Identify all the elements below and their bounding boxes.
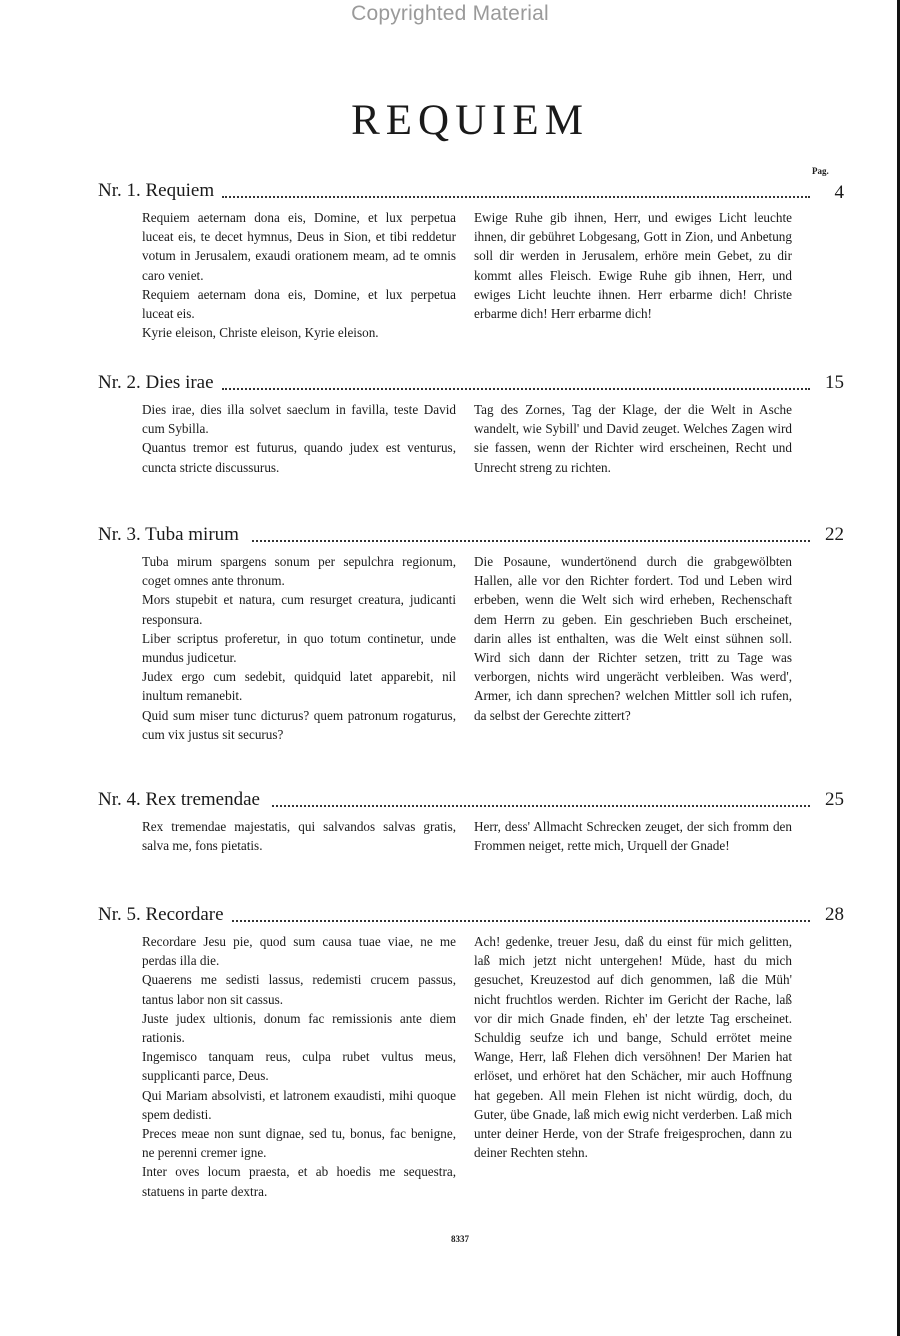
german-text	[474, 932, 792, 1162]
leader-dots	[232, 920, 810, 922]
latin-paragraph: Quaerens me sedisti lassus, redemisti crucem passus, tantus labor non sit cassus.	[142, 972, 456, 1007]
latin-text	[142, 208, 456, 342]
plate-number: 8337	[451, 1234, 469, 1244]
latin-paragraph: Requiem aeternam dona eis, Domine, et lux perpetua luceat eis.	[142, 286, 456, 322]
section-title: Nr. 4. Rex tremendae	[98, 787, 262, 813]
german-text	[474, 817, 792, 855]
latin-paragraph: Rex tremendae majestatis, qui salvandos salvas gratis, salva me, fons pietatis.	[142, 819, 456, 854]
latin-paragraph: Juste judex ultionis, donum fac remissionis ante diem rationis.	[142, 1010, 456, 1046]
section-title: Nr. 2. Dies irae	[98, 370, 216, 396]
watermark: Copyrighted Material	[351, 2, 549, 25]
section-heading	[92, 370, 844, 396]
latin-paragraph: Preces meae non sunt dignae, sed tu, bonus, fac benigne, ne perenni cremer igne.	[142, 1126, 456, 1161]
section-requiem	[92, 178, 844, 341]
latin-paragraph: Mors stupebit et natura, cum resurget creatura, judicanti responsura.	[142, 592, 456, 627]
section-heading	[92, 178, 844, 204]
section-dies-irae	[92, 370, 844, 475]
page-column-label: Pag.	[812, 166, 829, 176]
german-paragraph: Ewige Ruhe gib ihnen, Herr, und ewiges Licht leuchte ihnen, dir gebühret Lobgesang, Gott in Zion, und Anbetung soll dir werden in Jerusalem, erhöre mein Gebet, zu dir kommt alles Fleisch. Ewige Ruhe gib ihnen, Herr, und ewiges Licht leuchte ihnen. Herr erbarme dich! Christe erbarme dich! Herr erbarme dich!	[474, 210, 792, 322]
german-paragraph: Ach! gedenke, treuer Jesu, daß du einst für mich gelitten, laß mich jetzt nicht untergehen! Müde, hast du mich gesuchet, Kreuzestod auf dich genommen, laß die Müh' nicht fruchtlos werden. Richter im Gericht der Rache, laß vor dir mich Gnade finden, eh' der letzte Tag erscheinet. Schuldig seufze ich und bange, Schuld errötet meine Wange, Herr, laß Flehen dich versöhnen! Der Marien hat erlöset, und erhöret hat den Schächer, mir auch Hoffnung hat gegeben. All mein Flehen ist nicht würdig, doch, du Guter, übe Gnade, laß mich ewig nicht verderben. Laß mich unter deiner Herde, von der Strafe freigesprochen, dann zu deiner Rechten stehn.	[474, 934, 792, 1161]
section-title: Nr. 3. Tuba mirum	[98, 522, 241, 548]
section-recordare	[92, 902, 844, 1199]
section-page-number: 22	[825, 524, 844, 545]
latin-paragraph: Quid sum miser tunc dicturus? quem patronum rogaturus, cum vix justus sit securus?	[142, 707, 456, 742]
latin-paragraph: Quantus tremor est futurus, quando judex est venturus, cuncta stricte discussurus.	[142, 440, 456, 475]
german-text	[474, 400, 792, 477]
section-title: Nr. 1. Requiem	[98, 178, 216, 204]
latin-paragraph: Recordare Jesu pie, quod sum causa tuae viae, ne me perdas illa die.	[142, 934, 456, 969]
latin-paragraph: Liber scriptus proferetur, in quo totum continetur, unde mundus judicetur.	[142, 630, 456, 666]
section-heading	[92, 522, 844, 548]
section-page-number: 28	[825, 904, 844, 925]
section-heading	[92, 787, 844, 813]
latin-paragraph: Qui Mariam absolvisti, et latronem exaudisti, mihi quoque spem dedisti.	[142, 1087, 456, 1122]
latin-paragraph: Tuba mirum spargens sonum per sepulchra regionum, coget omnes ante thronum.	[142, 554, 456, 589]
german-text	[474, 208, 792, 323]
section-title: Nr. 5. Recordare	[98, 902, 226, 928]
leader-dots	[272, 805, 810, 807]
section-page-number: 4	[834, 182, 844, 203]
german-paragraph: Herr, dess' Allmacht Schrecken zeuget, der sich fromm den Frommen neiget, rette mich, Urquell der Gnade!	[474, 819, 792, 854]
leader-dots	[222, 196, 810, 198]
section-page-number: 15	[825, 372, 844, 393]
latin-text	[142, 552, 456, 744]
leader-dots	[222, 388, 810, 390]
section-page-number: 25	[825, 789, 844, 810]
latin-paragraph: Ingemisco tanquam reus, culpa rubet vultus meus, supplicanti parce, Deus.	[142, 1049, 456, 1084]
page-title: REQUIEM	[351, 97, 589, 144]
leader-dots	[252, 540, 810, 542]
section-tuba-mirum	[92, 522, 844, 742]
german-text	[474, 552, 792, 725]
latin-paragraph: Dies irae, dies illa solvet saeclum in favilla, teste David cum Sybilla.	[142, 402, 456, 437]
section-heading	[92, 902, 844, 928]
latin-paragraph: Requiem aeternam dona eis, Domine, et lux perpetua luceat eis, te decet hymnus, Deus in Sion, et tibi reddetur votum in Jerusalem, exaudi orationem meam, ad te omnis caro veniet.	[142, 210, 456, 283]
latin-paragraph: Kyrie eleison, Christe eleison, Kyrie eleison.	[142, 325, 379, 341]
latin-paragraph: Judex ergo cum sedebit, quidquid latet apparebit, nil inultum remanebit.	[142, 669, 456, 704]
latin-text	[142, 932, 456, 1201]
latin-text	[142, 400, 456, 477]
latin-paragraph: Inter oves locum praesta, et ab hoedis me sequestra, statuens in parte dextra.	[142, 1164, 456, 1199]
german-paragraph: Tag des Zornes, Tag der Klage, der die Welt in Asche wandelt, wie Sybill' und David zeuget. Welches Zagen wird sie fassen, wenn der Richter wird erscheinen, Recht und Unrecht streng zu richten.	[474, 402, 792, 475]
german-paragraph: Die Posaune, wundertönend durch die grabgewölbten Hallen, alle vor den Richter fordert. Tod und Leben wird erbeben, wenn die Welt sich wird erheben, Rechenschaft dem Herrn zu geben. Ein geschrieben Buch erscheinet, darin alles ist enthalten, was die Welt einst sühnen soll. Wird sich dann der Richter setzen, tritt zu Tage was verborgen, nichts wird ungerächt verbleiben. Was werd', Armer, ich dann sprechen? welchen Mittler soll ich rufen, da selbst der Gerechte zittert?	[474, 554, 792, 723]
latin-text	[142, 817, 456, 855]
section-rex-tremendae	[92, 787, 844, 854]
